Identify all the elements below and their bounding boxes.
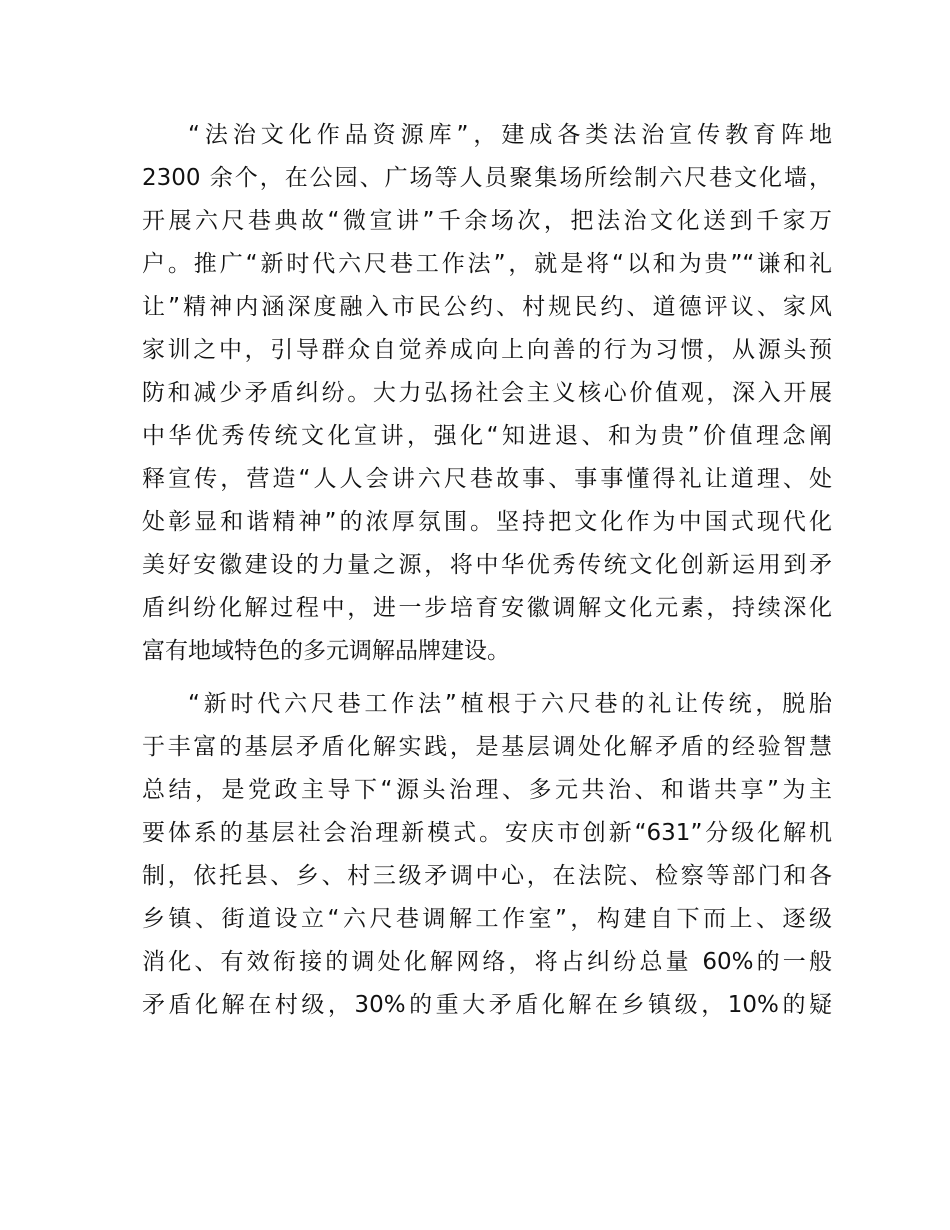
- paragraph-1-line-4: 户。推广“新时代六尺巷工作法”，就是将“以和为贵”“谦和礼: [142, 251, 832, 277]
- paragraph-1-line-8: 中华优秀传统文化宣讲，强化“知进退、和为贵”价值理念阐: [142, 423, 832, 449]
- paragraph-2-line-5: 制，依托县、乡、村三级矛调中心，在法院、检察等部门和各: [142, 863, 832, 889]
- paragraph-2-line-6: 乡镇、街道设立“六尺巷调解工作室”，构建自下而上、逐级: [142, 906, 832, 932]
- paragraph-1-line-10: 处彰显和谐精神”的浓厚氛围。坚持把文化作为中国式现代化: [142, 509, 832, 535]
- paragraph-2-line-4: 要体系的基层社会治理新模式。安庆市创新“631”分级化解机: [142, 820, 832, 846]
- paragraph-2-line-3: 总结，是党政主导下“源头治理、多元共治、和谐共享”为主: [142, 777, 832, 803]
- paragraph-1-line-13: 富有地域特色的多元调解品牌建设。: [142, 638, 510, 664]
- paragraph-2-line-8: 矛盾化解在村级，30%的重大矛盾化解在乡镇级，10%的疑: [142, 992, 832, 1018]
- paragraph-1-line-7: 防和减少矛盾纠纷。大力弘扬社会主义核心价值观，深入开展: [142, 380, 832, 406]
- paragraph-1-line-2: 2300 余个，在公园、广场等人员聚集场所绘制六尺巷文化墙，: [142, 165, 832, 191]
- paragraph-2-line-7: 消化、有效衔接的调处化解网络，将占纠纷总量 60%的一般: [142, 949, 832, 975]
- paragraph-2-line-2: 于丰富的基层矛盾化解实践，是基层调处化解矛盾的经验智慧: [142, 734, 832, 760]
- paragraph-1-line-3: 开展六尺巷典故“微宣讲”千余场次，把法治文化送到千家万: [142, 208, 832, 234]
- paragraph-1-line-5: 让”精神内涵深度融入市民公约、村规民约、道德评议、家风: [142, 294, 832, 320]
- paragraph-2-line-1: “新时代六尺巷工作法”植根于六尺巷的礼让传统，脱胎: [188, 691, 832, 717]
- paragraph-1-line-9: 释宣传，营造“人人会讲六尺巷故事、事事懂得礼让道理、处: [142, 466, 832, 492]
- paragraph-1-line-12: 盾纠纷化解过程中，进一步培育安徽调解文化元素，持续深化: [142, 595, 832, 621]
- paragraph-1-line-11: 美好安徽建设的力量之源，将中华优秀传统文化创新运用到矛: [142, 552, 832, 578]
- paragraph-1-line-6: 家训之中，引导群众自觉养成向上向善的行为习惯，从源头预: [142, 337, 832, 363]
- paragraph-1-line-1: “法治文化作品资源库”，建成各类法治宣传教育阵地: [188, 122, 832, 148]
